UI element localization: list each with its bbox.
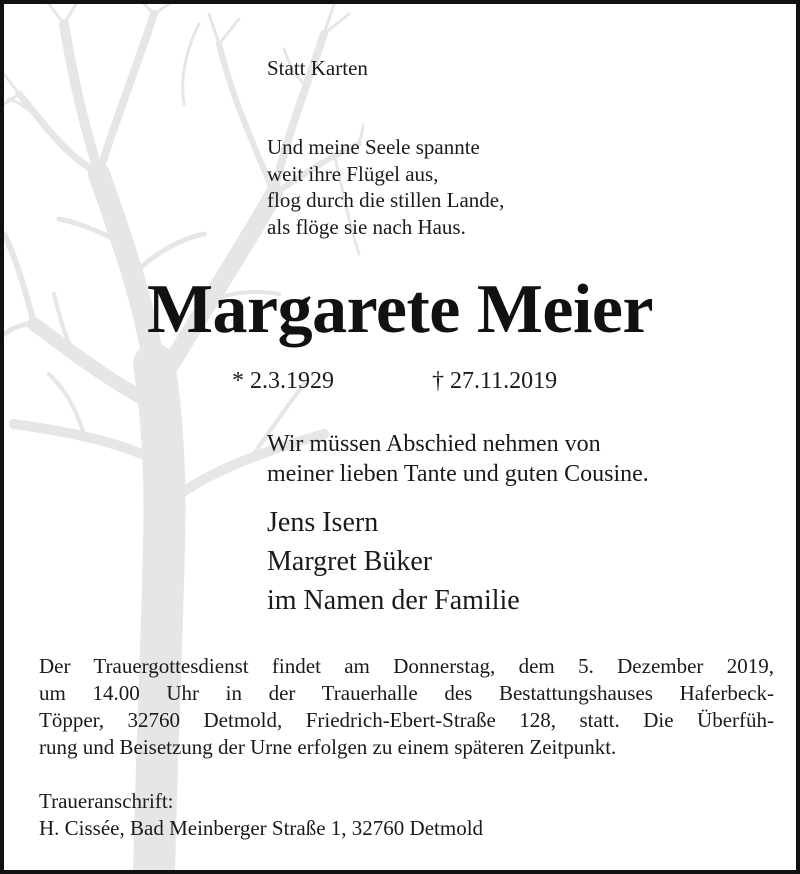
address-label: Traueranschrift:	[39, 789, 174, 813]
poem-line: flog durch die stillen Lande,	[267, 188, 505, 212]
service-line: Der Trauergottesdienst findet am Donnerstag, dem 5. Dezember 2019,	[39, 654, 774, 678]
service-line: Töpper, 32760 Detmold, Friedrich-Ebert-Straße 128, statt. Die Überfüh-	[39, 708, 774, 732]
signer-family: im Namen der Familie	[267, 585, 520, 616]
signers	[267, 503, 520, 620]
farewell-text	[267, 429, 649, 489]
farewell-line: meiner lieben Tante und guten Cousine.	[267, 461, 649, 487]
poem	[267, 134, 504, 240]
service-line: um 14.00 Uhr in der Trauerhalle des Bestattungshauses Haferbeck-	[39, 681, 774, 705]
poem-line: Und meine Seele spannte	[267, 135, 480, 159]
farewell-line: Wir müssen Abschied nehmen von	[267, 431, 601, 457]
deceased-name: Margarete Meier	[146, 271, 654, 348]
death-date: † 27.11.2019	[432, 368, 558, 394]
header-statt-karten: Statt Karten	[267, 56, 368, 80]
signer-name: Jens Isern	[267, 507, 379, 538]
service-details	[39, 653, 774, 761]
poem-line: als flöge sie nach Haus.	[267, 214, 466, 239]
mourning-address	[39, 788, 483, 842]
signer-name: Margret Büker	[267, 546, 433, 577]
birth-date: * 2.3.1929	[232, 368, 334, 394]
address-line: H. Cissée, Bad Meinberger Straße 1, 32760 Detmold	[39, 816, 484, 840]
poem-line: weit ihre Flügel aus,	[267, 161, 439, 186]
service-line: rung und Beisetzung der Urne erfolgen zu einem späteren Zeitpunkt.	[39, 735, 617, 759]
